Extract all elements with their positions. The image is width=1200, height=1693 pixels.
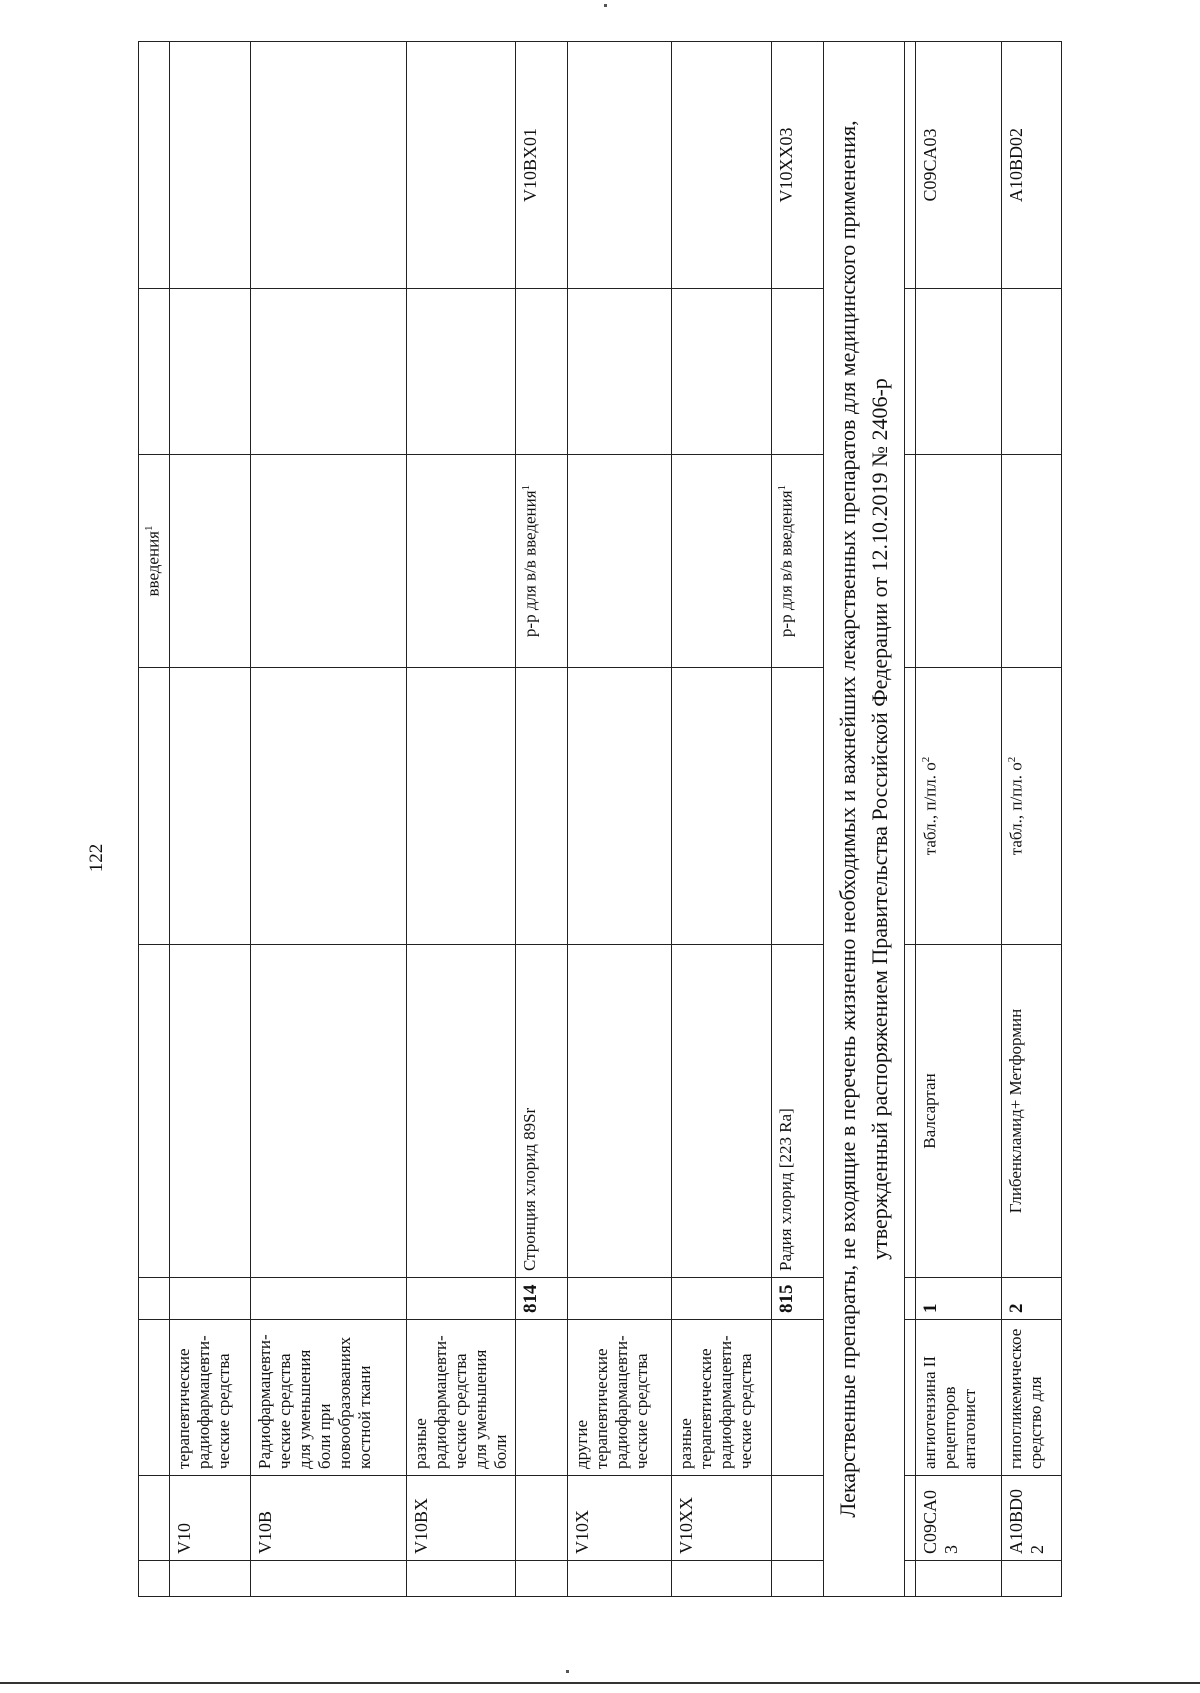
table-cell xyxy=(568,42,672,289)
drug-name: Стронция хлорид 89Sr xyxy=(516,945,568,1278)
table-row xyxy=(251,42,407,1597)
atc-group-name: терапевтические радиофармацевти-ческие средства xyxy=(170,1320,251,1476)
table-cell xyxy=(139,1320,170,1476)
table-cell xyxy=(170,668,251,945)
table-cell xyxy=(516,1476,568,1561)
table-cell xyxy=(905,1561,916,1597)
drug-number: 815 xyxy=(772,1278,824,1320)
table-cell xyxy=(672,42,772,289)
scan-mark xyxy=(604,4,607,7)
rotated-table-container xyxy=(138,42,1068,1597)
table-cell xyxy=(170,42,251,289)
table-row xyxy=(516,42,568,1597)
table-cell xyxy=(568,1278,672,1320)
table-cell xyxy=(568,1561,672,1597)
table-row xyxy=(772,42,824,1597)
atc-group-name: разные терапевтические радиофармацевти-ческие средства xyxy=(672,1320,772,1476)
footnote-mark: 1 xyxy=(776,484,789,491)
table-cell xyxy=(516,1561,568,1597)
table-cell xyxy=(568,455,672,668)
table-cell xyxy=(672,668,772,945)
table-cell xyxy=(516,668,568,945)
atc-group-name: другие терапевтические радиофармацевти-ческие средства xyxy=(568,1320,672,1476)
atc-group-code: V10BX xyxy=(407,1476,516,1561)
table-cell xyxy=(672,289,772,455)
table-cell xyxy=(170,1561,251,1597)
dosage-form xyxy=(516,455,568,668)
table-cell xyxy=(139,1278,170,1320)
table-cell xyxy=(251,455,407,668)
drug-number: 814 xyxy=(516,1278,568,1320)
atc-group-code: A10BD02 xyxy=(1002,1476,1062,1561)
table-cell xyxy=(139,668,170,945)
table-cell xyxy=(251,1561,407,1597)
table-cell xyxy=(672,945,772,1278)
atc-group-code: V10XX xyxy=(672,1476,772,1561)
table-cell xyxy=(139,945,170,1278)
form-text: р-р для в/в введения xyxy=(520,490,540,638)
dosage-form xyxy=(772,455,824,668)
scan-mark xyxy=(566,1670,569,1673)
table-cell xyxy=(905,455,916,668)
atc-group-name: Радиофармацевти-ческие средства для уменьшения боли при новообразованиях костной ткани xyxy=(251,1320,407,1476)
drug-table xyxy=(138,41,1062,1597)
table-cell xyxy=(407,945,516,1278)
table-cell xyxy=(1002,289,1062,455)
table-cell xyxy=(407,668,516,945)
table-cell xyxy=(672,1561,772,1597)
table-row xyxy=(568,42,672,1597)
table-cell xyxy=(170,1278,251,1320)
atc-group-code: C09CA03 xyxy=(916,1476,1002,1561)
footnote-mark: 2 xyxy=(920,756,933,763)
table-cell xyxy=(905,945,916,1278)
table-cell xyxy=(407,289,516,455)
table-row-header xyxy=(139,42,170,1597)
table-cell xyxy=(1002,455,1062,668)
form-text: табл., п/пл. о xyxy=(1006,762,1026,856)
table-cell xyxy=(905,42,916,289)
footnote-mark: 2 xyxy=(1006,756,1019,763)
table-cell xyxy=(251,668,407,945)
table-cell xyxy=(516,1320,568,1476)
table-row xyxy=(916,42,1002,1597)
table-row xyxy=(170,42,251,1597)
table-cell xyxy=(251,1278,407,1320)
table-cell xyxy=(407,1278,516,1320)
table-row xyxy=(407,42,516,1597)
form-cell xyxy=(139,455,170,668)
atc-group-name: разные радиофармацевти-ческие средства для уменьшения боли xyxy=(407,1320,516,1476)
dosage-form xyxy=(916,668,1002,945)
table-cell xyxy=(672,1278,772,1320)
form-text: введения xyxy=(143,531,163,597)
table-cell xyxy=(905,1476,916,1561)
section-title: Лекарственные препараты, не входящие в перечень жизненно необходимых и важнейших лекарственных препаратов для медицинского применения, утвержденный распоряжением Правительства Российской Федерации от 12.10.2019 № 2406-р xyxy=(824,42,905,1597)
drug-name: Радия хлорид [223 Ra] xyxy=(772,945,824,1278)
table-cell xyxy=(139,289,170,455)
atc-group-code: V10X xyxy=(568,1476,672,1561)
table-row xyxy=(1002,42,1062,1597)
atc-group-code: V10B xyxy=(251,1476,407,1561)
table-cell xyxy=(170,455,251,668)
form-text: табл., п/пл. о xyxy=(920,762,940,856)
dosage-form xyxy=(1002,668,1062,945)
table-row xyxy=(672,42,772,1597)
page-number: 122 xyxy=(86,843,107,873)
atc-group-name: ангиотензина II рецепторов антагонист xyxy=(916,1320,1002,1476)
table-cell xyxy=(251,289,407,455)
table-cell xyxy=(905,1278,916,1320)
atc-code: C09CA03 xyxy=(916,42,1002,289)
table-cell xyxy=(772,1320,824,1476)
drug-name: Валсартан xyxy=(916,945,1002,1278)
table-cell xyxy=(772,289,824,455)
table-cell xyxy=(139,1476,170,1561)
footnote-mark: 1 xyxy=(520,484,533,491)
table-cell xyxy=(170,945,251,1278)
table-cell xyxy=(672,455,772,668)
table-cell xyxy=(568,289,672,455)
drug-name: Глибенкламид+ Метформин xyxy=(1002,945,1062,1278)
atc-code: V10BX01 xyxy=(516,42,568,289)
table-cell xyxy=(139,42,170,289)
table-cell xyxy=(407,42,516,289)
table-cell xyxy=(916,289,1002,455)
table-cell xyxy=(251,42,407,289)
table-cell xyxy=(407,1561,516,1597)
table-cell xyxy=(905,668,916,945)
table-cell xyxy=(407,455,516,668)
drug-number: 1 xyxy=(916,1278,1002,1320)
atc-group-name: гипогликемическое средство для xyxy=(1002,1320,1062,1476)
table-cell xyxy=(139,1561,170,1597)
table-cell xyxy=(1002,1561,1062,1597)
table-cell xyxy=(905,289,916,455)
table-cell xyxy=(516,289,568,455)
table-cell xyxy=(916,455,1002,668)
table-cell xyxy=(568,668,672,945)
table-cell xyxy=(916,1561,1002,1597)
footnote-mark: 1 xyxy=(143,525,155,531)
drug-number: 2 xyxy=(1002,1278,1062,1320)
table-cell xyxy=(772,1561,824,1597)
table-cell xyxy=(568,945,672,1278)
atc-code: V10XX03 xyxy=(772,42,824,289)
atc-group-code: V10 xyxy=(170,1476,251,1561)
spacer-row xyxy=(905,42,916,1597)
table-cell xyxy=(170,289,251,455)
table-cell xyxy=(772,668,824,945)
table-cell xyxy=(772,1476,824,1561)
section-row xyxy=(824,42,905,1597)
form-text: р-р для в/в введения xyxy=(776,490,796,638)
table-cell xyxy=(251,945,407,1278)
table-cell xyxy=(905,1320,916,1476)
atc-code: A10BD02 xyxy=(1002,42,1062,289)
page-edge-line xyxy=(0,1682,1200,1684)
